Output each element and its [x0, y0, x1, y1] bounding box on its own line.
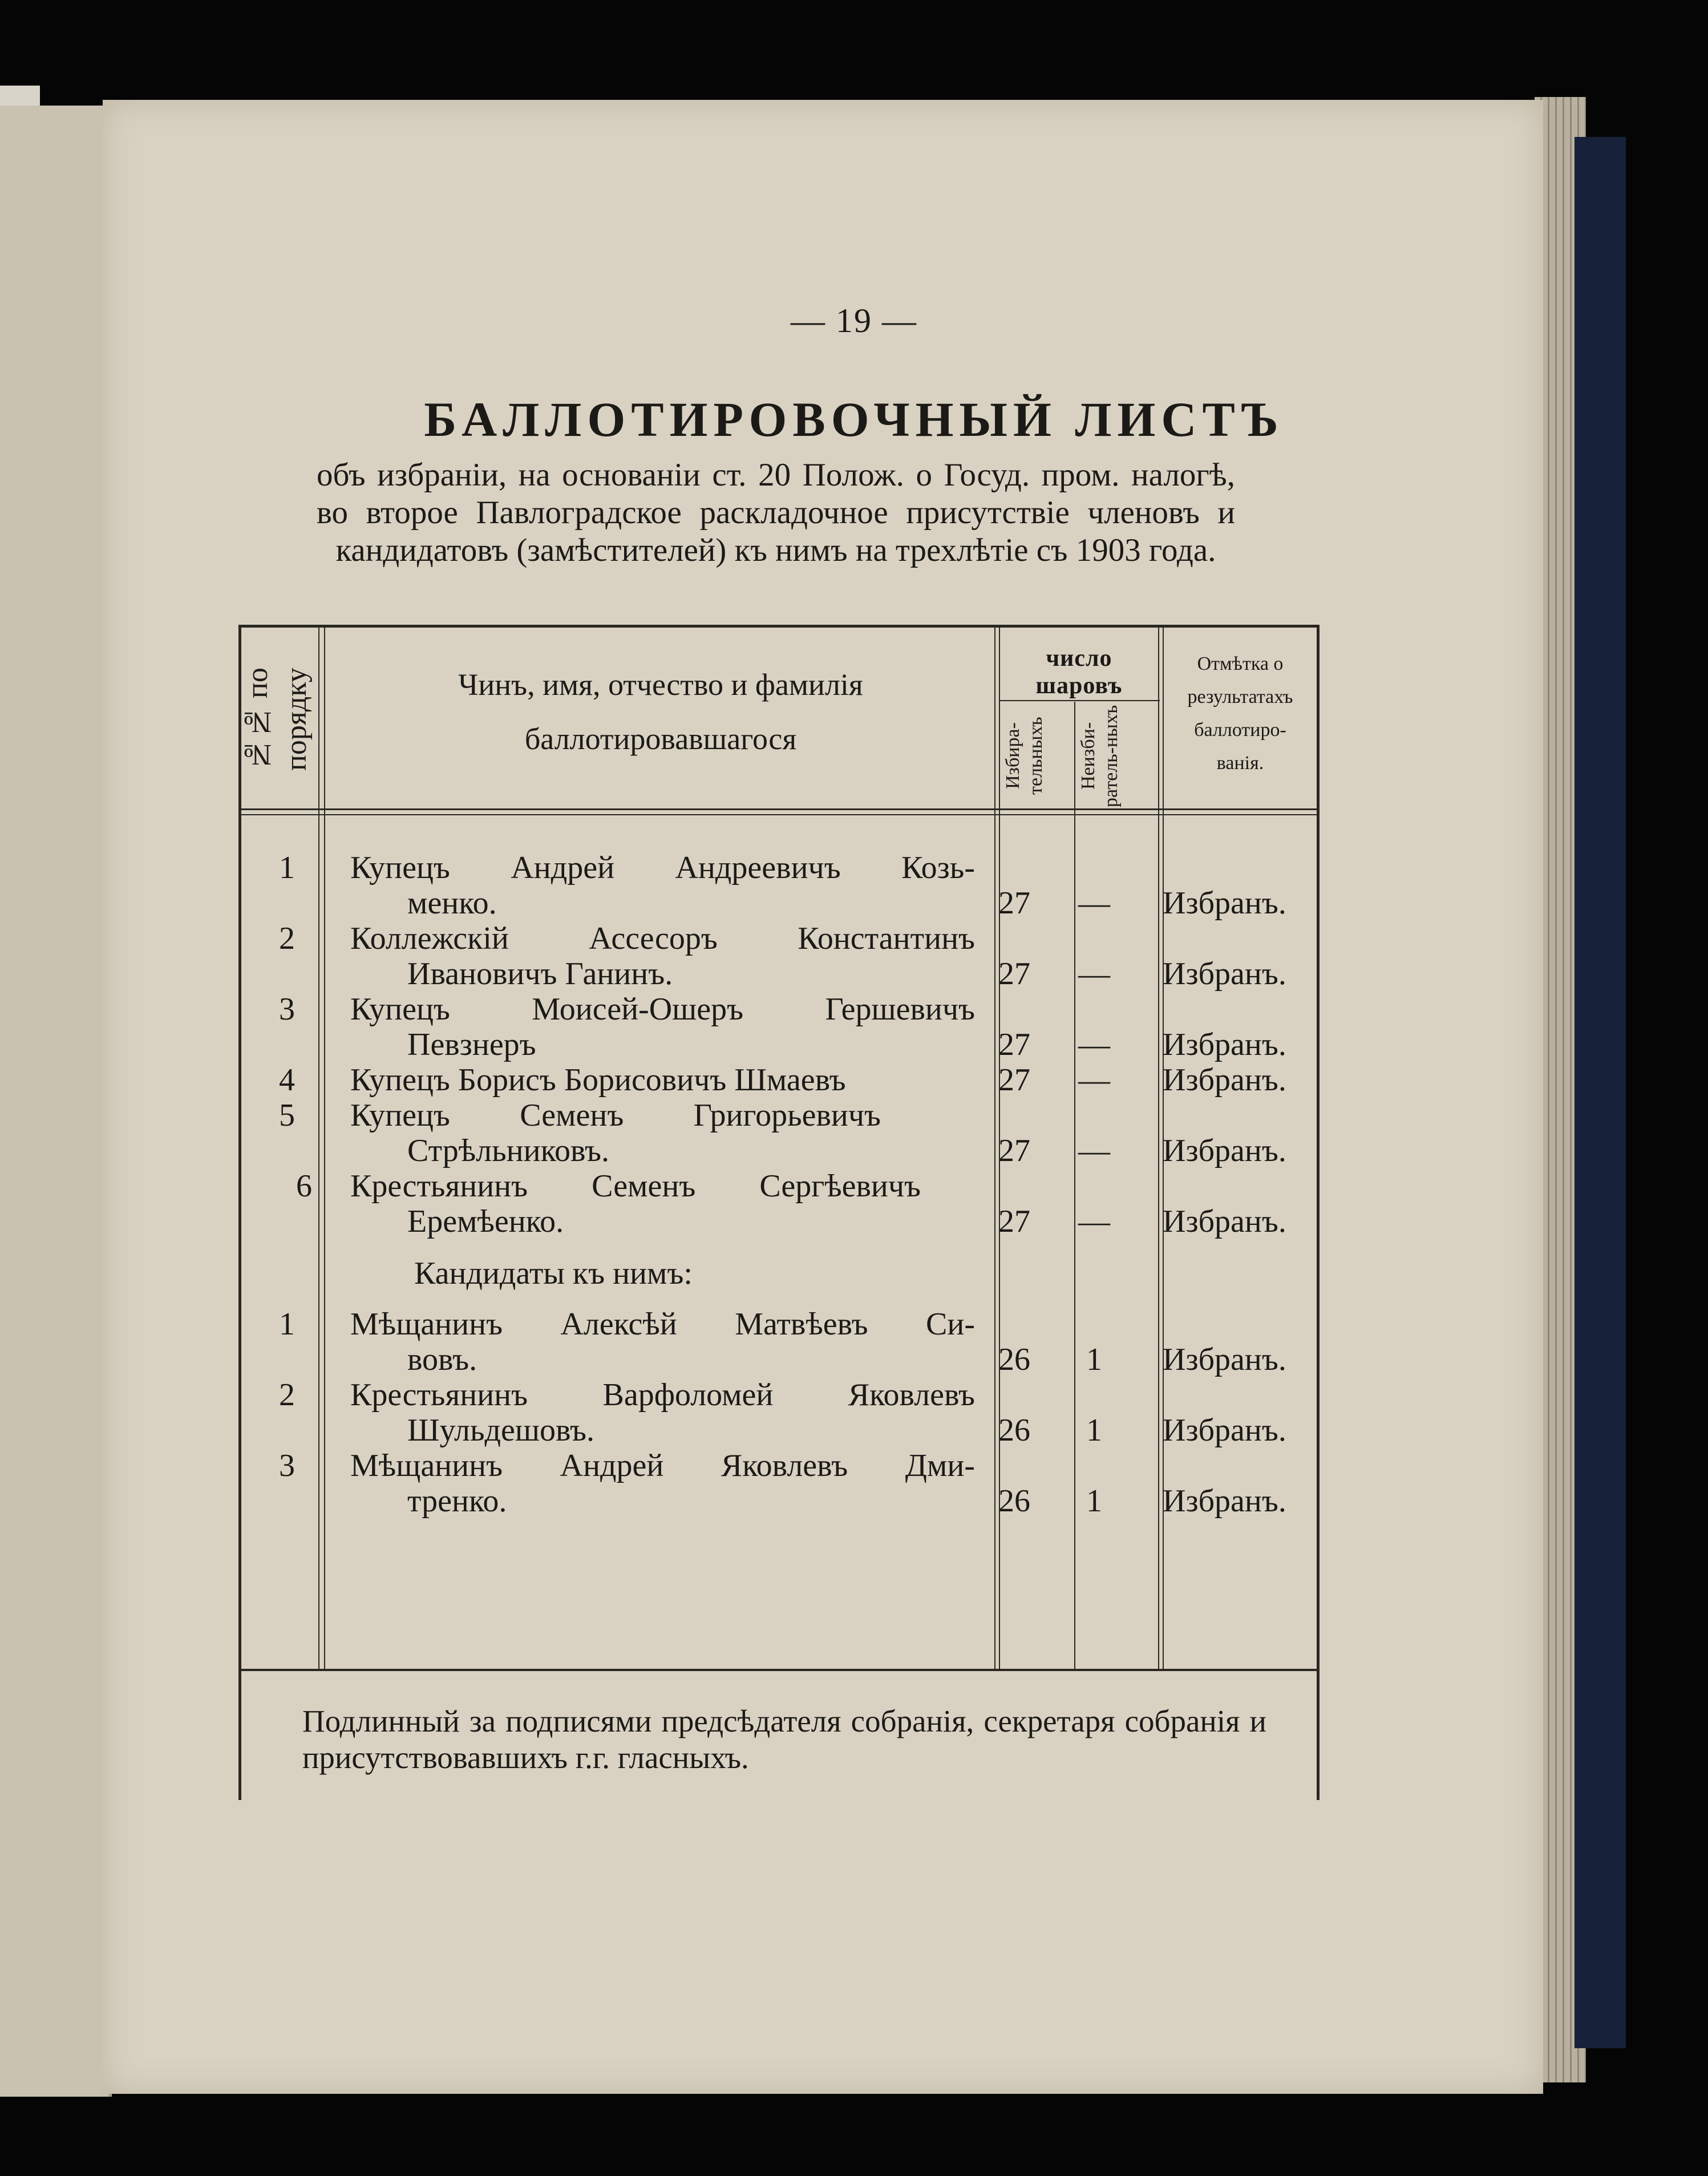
header-name-line1: Чинъ, имя, отчество и фамилія [458, 668, 863, 702]
header-for: Избира-тельныхъ [1002, 717, 1046, 795]
row-votes-against: — [1078, 1027, 1110, 1062]
row-number: 1 [279, 1307, 295, 1342]
row-name-line1: Коллежскій Ассесоръ Константинъ [350, 921, 975, 956]
row-votes-against: 1 [1086, 1413, 1102, 1448]
candidates-heading: Кандидаты къ нимъ: [414, 1256, 693, 1291]
row-number: 1 [279, 850, 295, 885]
row-name-line2: Еремѣенко. [407, 1204, 564, 1239]
row-number: 2 [279, 921, 295, 956]
row-name-line1: Крестьянинъ Семенъ Сергѣевичъ [350, 1168, 921, 1204]
row-votes-against: — [1078, 885, 1110, 921]
row-result: Избранъ. [1163, 1133, 1286, 1168]
header-balls: число шаровъ [1035, 645, 1123, 699]
row-name-line2: вовъ. [407, 1342, 477, 1377]
page-subtitle: объ избраніи, на основаніи ст. 20 Полож. о Госуд. пром. налогѣ, во второе Павлоградское раскладочное присутствіе членовъ и кандидатовъ (замѣстителей) къ нимъ на трехлѣтіе съ 1903 года. [317, 457, 1235, 568]
footer-note: Подлинный за подписями предсѣдателя собранія, секретаря собранія и присутствовавшихъ г.г. гласныхъ. [302, 1704, 1266, 1775]
row-votes-against: — [1078, 1133, 1110, 1168]
header-result-line1: Отмѣтка о [1197, 653, 1284, 674]
header-result-line2: результатахъ [1187, 686, 1293, 707]
row-number: 3 [279, 992, 295, 1027]
row-name-line2: Певзнеръ [407, 1027, 536, 1062]
row-result: Избранъ. [1163, 956, 1286, 992]
row-votes-for: 26 [998, 1413, 1030, 1448]
row-number: 3 [279, 1448, 295, 1483]
row-votes-for: 27 [998, 1133, 1030, 1168]
row-votes-for: 27 [998, 1062, 1030, 1098]
row-number: 6 [296, 1168, 312, 1204]
row-votes-for: 26 [998, 1342, 1030, 1377]
page-number: — 19 — [791, 302, 917, 339]
row-result: Избранъ. [1163, 885, 1286, 921]
row-name-line2: тренко. [407, 1483, 507, 1519]
header-result-line4: ванія. [1216, 753, 1264, 774]
row-result: Избранъ. [1163, 1062, 1286, 1098]
row-name-line2: Стрѣльниковъ. [407, 1133, 609, 1168]
row-result: Избранъ. [1163, 1483, 1286, 1519]
row-name-line1: Мѣщанинъ Алексѣй Матвѣевъ Си- [350, 1307, 975, 1342]
row-result: Избранъ. [1163, 1342, 1286, 1377]
header-name-line2: баллотировавшагося [524, 722, 797, 756]
header-against: Неизби-ратель-ныхъ [1078, 705, 1122, 807]
row-name-line2: Ивановичъ Ганинъ. [407, 956, 673, 992]
row-votes-for: 27 [998, 1204, 1030, 1239]
row-name-line2: менко. [407, 885, 497, 921]
row-votes-against: — [1078, 956, 1110, 992]
row-name-line1: Купецъ Моисей-Ошеръ Гершевичъ [350, 992, 975, 1027]
row-result: Избранъ. [1163, 1204, 1286, 1239]
row-votes-for: 26 [998, 1483, 1030, 1519]
row-votes-for: 27 [998, 885, 1030, 921]
row-name-line2: Шульдешовъ. [407, 1413, 594, 1448]
header-number: №№ по порядку [241, 668, 313, 771]
row-votes-for: 27 [998, 956, 1030, 992]
header-result-line3: баллотиро- [1194, 719, 1286, 741]
row-name-line1: Купецъ Борисъ Борисовичъ Шмаевъ [350, 1062, 846, 1098]
row-number: 5 [279, 1098, 295, 1133]
row-number: 2 [279, 1377, 295, 1413]
row-votes-against: 1 [1086, 1342, 1102, 1377]
row-name-line1: Мѣщанинъ Андрей Яковлевъ Дми- [350, 1448, 975, 1483]
row-votes-against: — [1078, 1204, 1110, 1239]
row-name-line1: Крестьянинъ Варфоломей Яковлевъ [350, 1377, 975, 1413]
row-result: Избранъ. [1163, 1413, 1286, 1448]
row-votes-against: — [1078, 1062, 1110, 1098]
row-name-line1: Купецъ Андрей Андреевичъ Козь- [350, 850, 975, 885]
row-name-line1: Купецъ Семенъ Григорьевичъ [350, 1098, 881, 1133]
row-votes-for: 27 [998, 1027, 1030, 1062]
row-result: Избранъ. [1163, 1027, 1286, 1062]
row-votes-against: 1 [1086, 1483, 1102, 1519]
row-number: 4 [279, 1062, 295, 1098]
page-title: БАЛЛОТИРОВОЧНЫЙ ЛИСТЪ [424, 392, 1284, 447]
